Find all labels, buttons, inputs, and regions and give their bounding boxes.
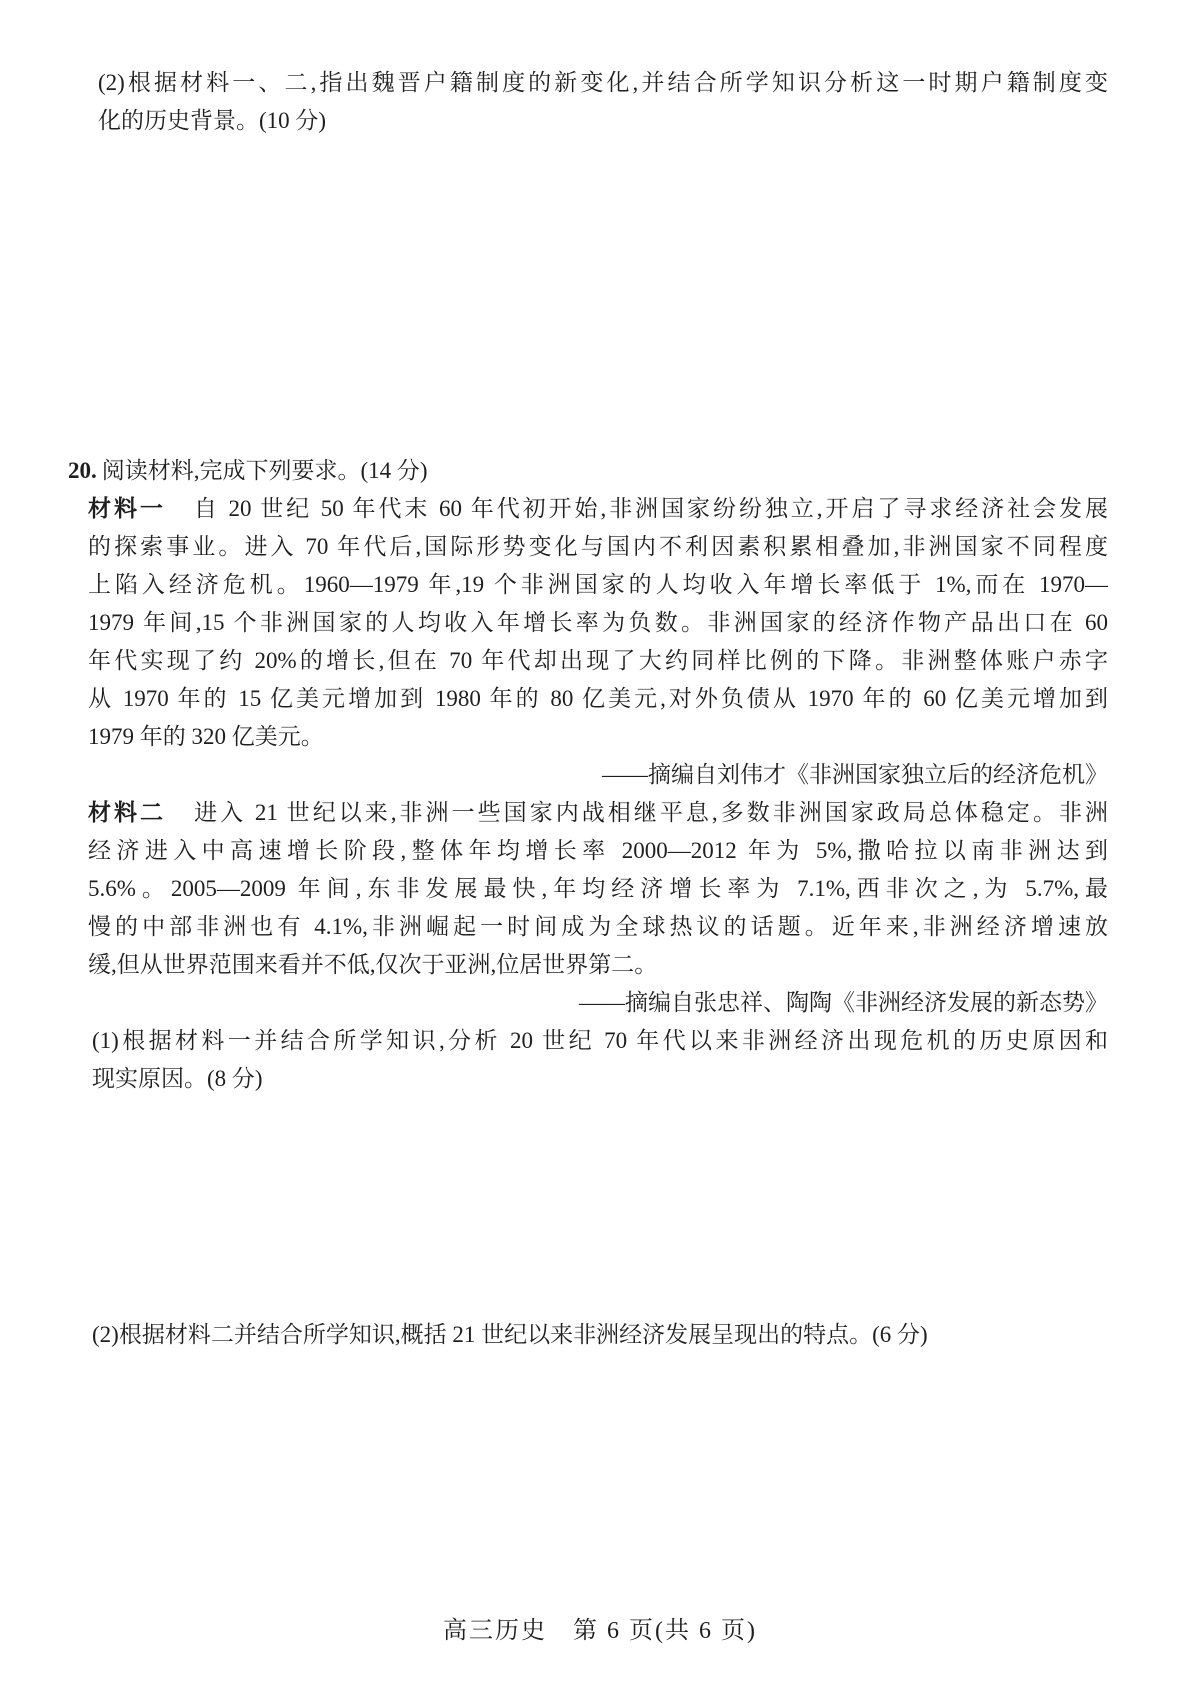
material-two-line: 慢的中部非洲也有 4.1%,非洲崛起一时间成为全球热议的话题。近年来,非洲经济增速放 (88, 914, 1108, 939)
previous-question-part2 (98, 64, 1108, 140)
sub-question-1-line: (1)根据材料一并结合所学知识,分析 20 世纪 70 年代以来非洲经济出现危机的历史原因和 (92, 1028, 1108, 1053)
page-footer: 高三历史 第 6 页(共 6 页) (443, 1618, 757, 1644)
material-one-line: 1979 年间,15 个非洲国家的人均收入年增长率为负数。非洲国家的经济作物产品出口在 60 (88, 610, 1108, 635)
material-one-line: 1979 年的 320 亿美元。 (88, 724, 324, 749)
material-two-label: 材料二 (88, 800, 167, 825)
material-one-line: 上陷入经济危机。1960—1979 年,19 个非洲国家的人均收入年增长率低于 1%,而在 1970— (88, 572, 1108, 597)
material-one-line (88, 490, 1108, 528)
question-text-line: (2)根据材料一、二,指出魏晋户籍制度的新变化,并结合所学知识分析这一时期户籍制度变 (98, 70, 1108, 95)
material-one (88, 490, 1108, 794)
material-two (88, 794, 1108, 1022)
question-number: 20. (68, 458, 97, 483)
material-two-attribution: ——摘编自张忠祥、陶陶《非洲经济发展的新态势》 (579, 990, 1108, 1015)
material-two-line: 经济进入中高速增长阶段,整体年均增长率 2000—2012 年为 5%,撒哈拉以南非洲达到 (88, 838, 1108, 863)
question-20-intro (68, 452, 1108, 490)
question-20 (68, 452, 1108, 1354)
material-two-line (88, 794, 1108, 832)
material-one-line: 年代实现了约 20%的增长,但在 70 年代却出现了大约同样比例的下降。非洲整体账户赤字 (88, 648, 1108, 673)
sub-question-2-line: (2)根据材料二并结合所学知识,概括 21 世纪以来非洲经济发展呈现出的特点。(6 分) (92, 1322, 928, 1347)
material-one-line: 从 1970 年的 15 亿美元增加到 1980 年的 80 亿美元,对外负债从 1970 年的 60 亿美元增加到 (88, 686, 1108, 711)
material-one-label: 材料一 (88, 496, 166, 521)
sub-question-1 (92, 1022, 1108, 1098)
material-one-attribution: ——摘编自刘伟才《非洲国家独立后的经济危机》 (602, 762, 1108, 787)
question-20-intro-text: 阅读材料,完成下列要求。(14 分) (101, 458, 428, 483)
sub-question-2 (92, 1316, 1108, 1354)
material-one-text: 自 20 世纪 50 年代末 60 年代初开始,非洲国家纷纷独立,开启了寻求经济社会发展 (193, 496, 1109, 521)
material-two-text: 进入 21 世纪以来,非洲一些国家内战相继平息,多数非洲国家政局总体稳定。非洲 (194, 800, 1109, 825)
question-text-line: 化的历史背景。(10 分) (98, 108, 327, 133)
material-one-line: 的探索事业。进入 70 年代后,国际形势变化与国内不利因素积累相叠加,非洲国家不同程度 (88, 534, 1108, 559)
material-two-line: 5.6%。2005—2009 年间,东非发展最快,年均经济增长率为 7.1%,西非次之,为 5.7%,最 (88, 876, 1108, 901)
sub-question-1-line: 现实原因。(8 分) (92, 1066, 263, 1091)
material-two-line: 缓,但从世界范围来看并不低,仅次于亚洲,位居世界第二。 (88, 952, 658, 977)
